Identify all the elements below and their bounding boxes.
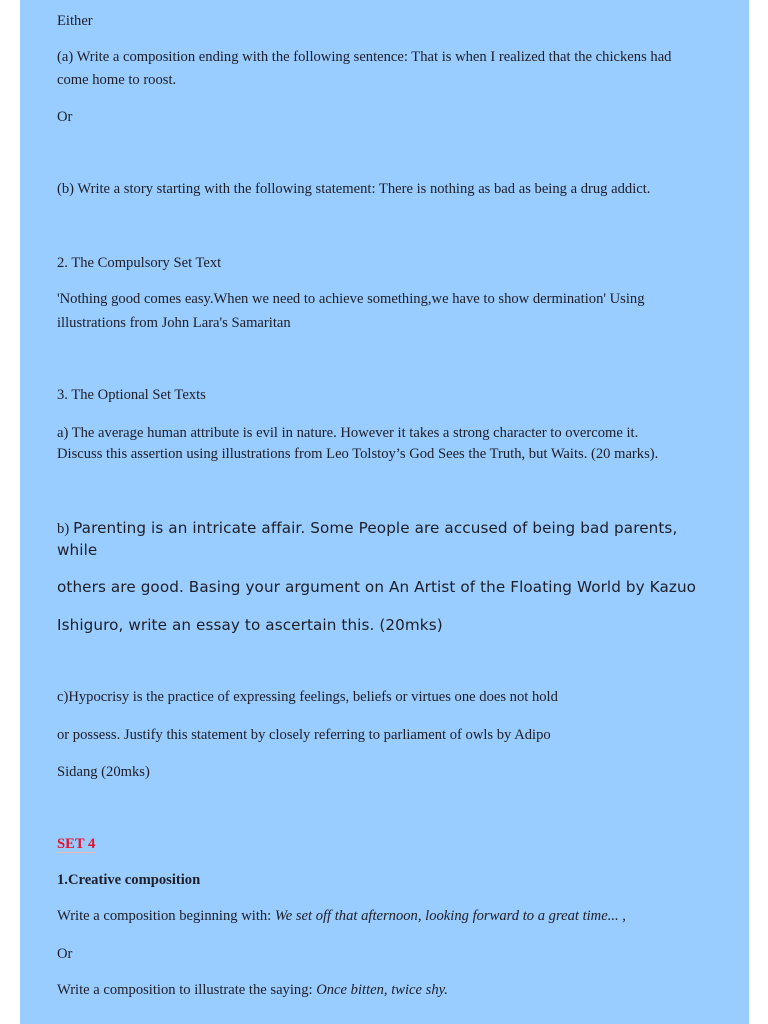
set-4-question-1a-prefix: Write a composition beginning with: <box>57 908 275 924</box>
question-1b: (b) Write a story starting with the following statement: There is nothing as bad as being a drug addict. <box>57 181 651 197</box>
set-4-question-1b <box>57 979 448 1001</box>
question-3-heading: 3. The Optional Set Texts <box>57 387 206 403</box>
question-3b-text: Parenting is an intricate affair. Some People are accused of being bad parents, <box>73 519 678 537</box>
question-3b-line-1 <box>57 517 677 540</box>
question-3b-line-3: others are good. Basing your argument on An Artist of the Floating World by Kazuo <box>57 578 697 596</box>
set-4-question-1b-prefix: Write a composition to illustrate the saying: <box>57 982 317 998</box>
question-3b-prefix: b) <box>57 521 74 537</box>
set-4-question-1b-italic: Once bitten, twice shy. <box>316 982 448 998</box>
question-3c-line-2: or possess. Justify this statement by closely referring to parliament of owls by Adipo <box>57 727 551 743</box>
or-label-2: Or <box>57 946 73 962</box>
or-label: Or <box>57 109 73 125</box>
set-4-heading: SET 4 <box>57 836 96 852</box>
question-2-line-1: 'Nothing good comes easy.When we need to achieve something,we have to show dermination' Using <box>57 291 645 307</box>
set-4-heading-wrap <box>57 833 95 855</box>
question-3c-line-3: Sidang (20mks) <box>57 764 150 780</box>
question-3c-line-1: c)Hypocrisy is the practice of expressing feelings, beliefs or virtues one does not hold <box>57 689 558 705</box>
question-3b-line-4: Ishiguro, write an essay to ascertain this. (20mks) <box>57 616 443 634</box>
question-2-line-2: illustrations from John Lara's Samaritan <box>57 315 291 331</box>
document-page <box>20 0 749 1024</box>
question-3b-line-2: while <box>57 541 98 559</box>
question-2-heading: 2. The Compulsory Set Text <box>57 255 222 271</box>
question-3a-line-1: a) The average human attribute is evil in nature. However it takes a strong character to overcome it. <box>57 425 639 441</box>
question-1a-line-2: come home to roost. <box>57 72 177 88</box>
question-3a-line-2: Discuss this assertion using illustrations from Leo Tolstoy’s God Sees the Truth, but Waits. (20 marks). <box>57 446 659 462</box>
set-4-question-1a <box>57 905 626 927</box>
set-4-question-1a-italic: We set off that afternoon, looking forward to a great time... , <box>274 908 626 924</box>
question-1a-line-1: (a) Write a composition ending with the following sentence: That is when I realized that the chickens had <box>57 49 672 65</box>
set-4-question-1-heading: 1.Creative composition <box>57 872 201 888</box>
either-label: Either <box>57 13 93 29</box>
